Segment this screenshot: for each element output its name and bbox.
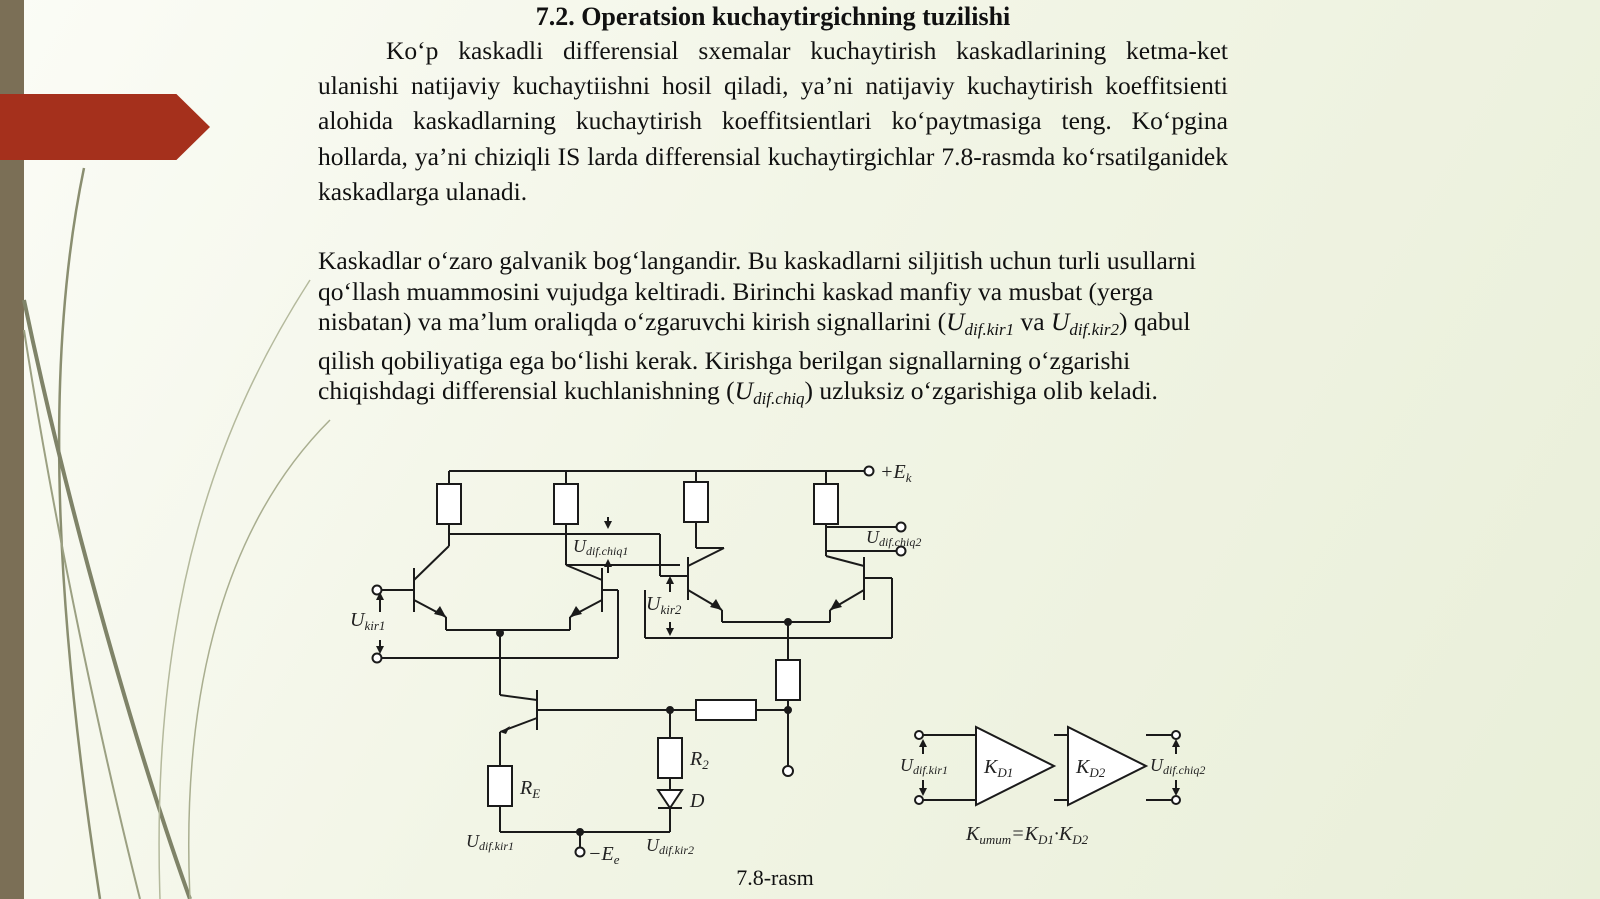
label-u-dif-chiq1: Udif.chiq1 <box>573 536 629 558</box>
slide-title: 7.2. Operatsion kuchaytirgichning tuzilishi <box>535 2 1011 31</box>
label-plus-ek: $+E_k$ <box>880 461 912 485</box>
label-u-dif-kir2: Udif.kir2 <box>646 835 694 857</box>
label-r2: $R_2$ <box>690 748 709 772</box>
para2-text-1: Kaskadlar o‘zaro galvanik bog‘langandir. Bu kaskadlarni siljitish uchun turli usullarni qo‘llash muammosini vujudga keltiradi. Birinchi kaskad manfiy va musbat (yerga nisbatan) va ma’lum oraliqda o‘zgaruvchi kirish signallarini ( <box>318 246 1197 336</box>
label-u-kir1: $U_{kir1}$ <box>350 609 386 633</box>
label-minus-ee: $-E_e$ <box>588 843 620 867</box>
circuit-diagram <box>340 450 940 880</box>
paragraph-1: Ko‘p kaskadli differensial sxemalar kuchaytirish kaskadlarining ketma-ket ulanishi natijaviy kuchaytiishni hosil qiladi, ya’ni natijaviy kuchaytirish koeffitsienti alohida kaskadlarning kuchaytirish koeffitsientlari ko‘paytmasiga teng. Ko‘pgina hollarda, ya’ni chiziqli IS larda differensial kuchaytirgichlar 7.8-rasmda ko‘rsatilganidek kaskadlarga ulanadi. <box>318 36 1228 206</box>
u-dif-chiq-symbol: U <box>734 376 754 405</box>
title-arrow-tab <box>0 94 210 160</box>
block-input-label: Udif.kir1 <box>900 755 948 777</box>
u-dif-kir1-symbol: U <box>946 307 965 336</box>
label-u-dif-kir1: Udif.kir1 <box>466 831 514 853</box>
para2-text-2: ) qabul qilish qobiliyatiga ega bo‘lishi kerak. Kirishga berilgan signallarning o‘zgarishi chiqishdagi differensial kuchlanishning ( <box>318 307 1191 405</box>
para2-conjunction: va <box>1014 307 1051 336</box>
block-kd1-label: $K_{D1}$ <box>984 756 1014 780</box>
figure-caption: 7.8-rasm <box>736 865 814 890</box>
u-dif-chiq-subscript: dif.chiq <box>753 389 805 408</box>
block-kd2-label: $K_{D2}$ <box>1076 756 1106 780</box>
label-u-dif-chiq2: Udif.chiq2 <box>866 527 922 549</box>
u-dif-kir2-subscript: dif.kir2 <box>1069 320 1119 339</box>
block-diagram <box>890 705 1230 855</box>
label-re: $R_E$ <box>520 777 541 801</box>
label-diode: D <box>690 790 705 812</box>
u-dif-kir2-symbol: U <box>1050 307 1070 336</box>
u-dif-kir1-subscript: dif.kir1 <box>964 320 1015 339</box>
para2-text-3: ) uzluksiz o‘zgarishiga olib keladi. <box>804 376 1158 405</box>
block-output-label: Udif.chiq2 <box>1150 755 1206 777</box>
paragraph-2 <box>318 246 1228 415</box>
label-u-kir2: $U_{kir2}$ <box>646 593 682 617</box>
gain-formula: $K_{umum}=K_{D1}\cdot K_{D2}$ <box>966 823 1089 847</box>
